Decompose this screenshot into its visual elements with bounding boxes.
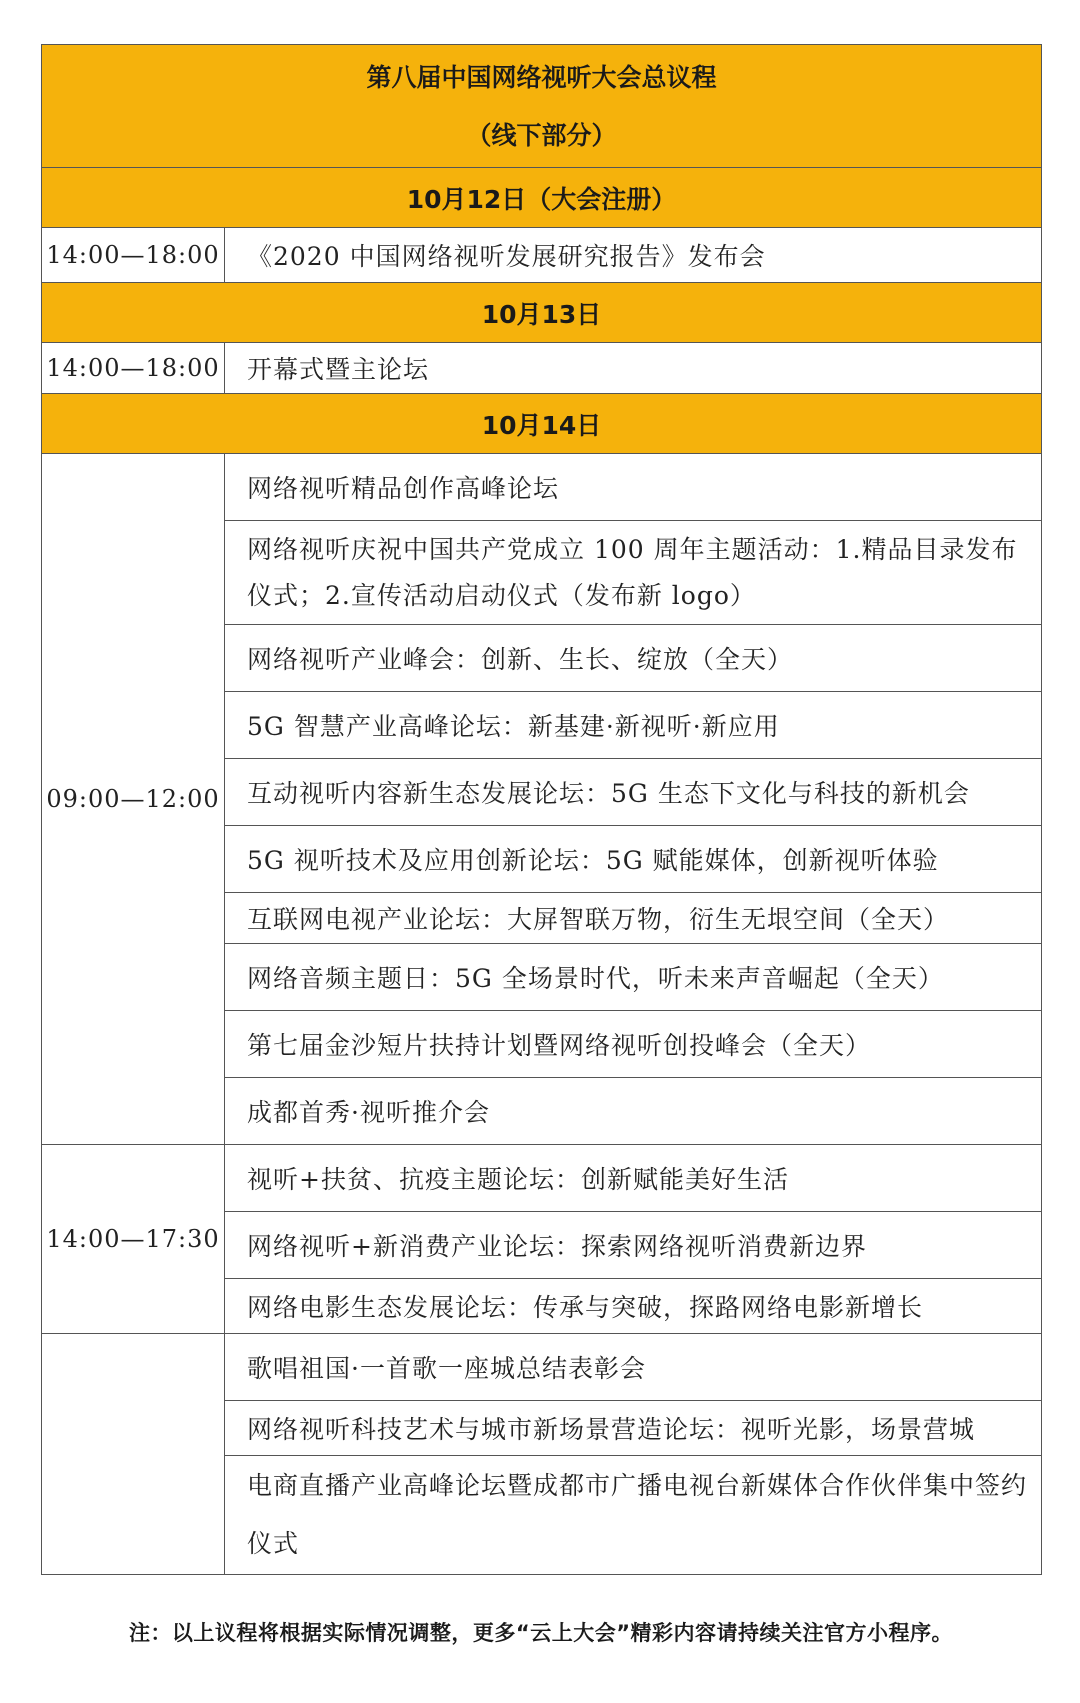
agenda-item: 网络电影生态发展论坛：传承与突破，探路网络电影新增长	[225, 1279, 1042, 1334]
time-slot: 09:00—12:00	[42, 454, 225, 1145]
agenda-item: 5G 视听技术及应用创新论坛：5G 赋能媒体，创新视听体验	[225, 826, 1042, 893]
time-slot: 14:00—17:30	[42, 1145, 225, 1334]
date-header-oct13: 10月13日	[42, 283, 1042, 343]
agenda-item: 开幕式暨主论坛	[225, 343, 1042, 394]
agenda-item: 网络视听科技艺术与城市新场景营造论坛：视听光影，场景营城	[225, 1401, 1042, 1456]
agenda-item: 网络视听庆祝中国共产党成立 100 周年主题活动：1.精品目录发布仪式；2.宣传活动启动仪式（发布新 logo）	[225, 521, 1042, 625]
date-header-oct12: 10月12日（大会注册）	[42, 168, 1042, 228]
agenda-item: 网络音频主题日：5G 全场景时代，听未来声音崛起（全天）	[225, 944, 1042, 1011]
agenda-item: 网络视听+新消费产业论坛：探索网络视听消费新边界	[225, 1212, 1042, 1279]
agenda-item: 成都首秀·视听推介会	[225, 1078, 1042, 1145]
footnote: 注：以上议程将根据实际情况调整，更多“云上大会”精彩内容请持续关注官方小程序。	[128, 1621, 954, 1645]
agenda-item: 互联网电视产业论坛：大屏智联万物，衍生无垠空间（全天）	[225, 893, 1042, 944]
agenda-item: 互动视听内容新生态发展论坛：5G 生态下文化与科技的新机会	[225, 759, 1042, 826]
agenda-subtitle: （线下部分）	[466, 121, 617, 150]
agenda-item: 歌唱祖国·一首歌一座城总结表彰会	[225, 1334, 1042, 1401]
time-slot: 14:00—18:00	[42, 343, 225, 394]
agenda-table	[41, 44, 1042, 1575]
date-header-oct14: 10月14日	[42, 394, 1042, 454]
agenda-item: 5G 智慧产业高峰论坛：新基建·新视听·新应用	[225, 692, 1042, 759]
agenda-header	[42, 45, 1042, 168]
agenda-item: 网络视听产业峰会：创新、生长、绽放（全天）	[225, 625, 1042, 692]
time-slot: 14:00—18:00	[42, 228, 225, 283]
agenda-item: 《2020 中国网络视听发展研究报告》发布会	[225, 228, 1042, 283]
agenda-item: 视听+扶贫、抗疫主题论坛：创新赋能美好生活	[225, 1145, 1042, 1212]
time-slot-empty	[42, 1334, 225, 1575]
agenda-title: 第八届中国网络视听大会总议程	[366, 63, 717, 92]
agenda-item: 第七届金沙短片扶持计划暨网络视听创投峰会（全天）	[225, 1011, 1042, 1078]
agenda-item: 电商直播产业高峰论坛暨成都市广播电视台新媒体合作伙伴集中签约仪式	[225, 1456, 1042, 1575]
agenda-item: 网络视听精品创作高峰论坛	[225, 454, 1042, 521]
